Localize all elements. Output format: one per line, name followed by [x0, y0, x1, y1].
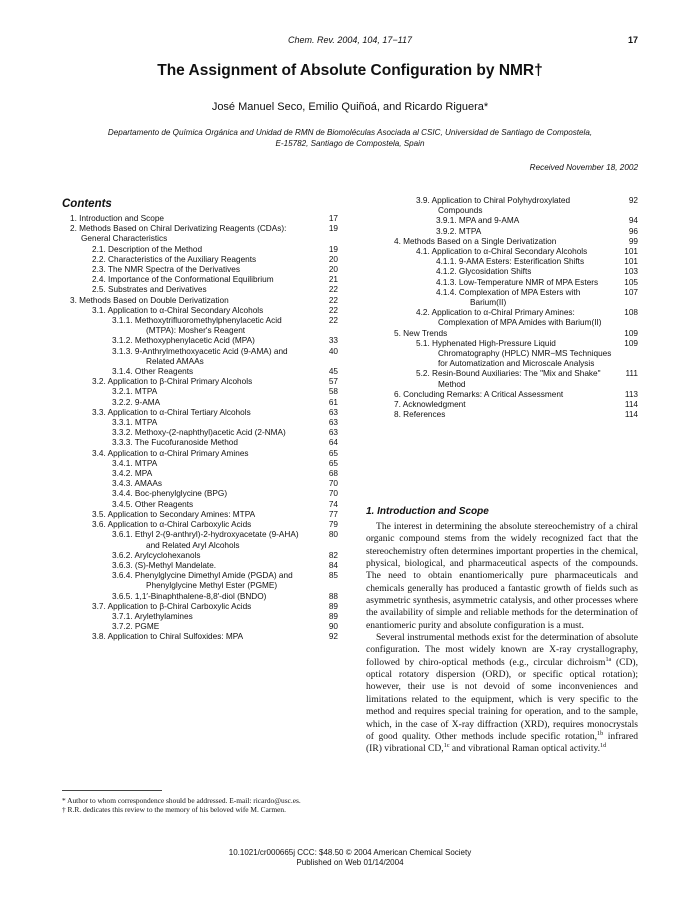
toc-entry-page: 61 — [328, 397, 338, 407]
journal-citation: Chem. Rev. 2004, 104, 17−117 — [287, 35, 412, 45]
toc-entry[interactable] — [386, 329, 638, 339]
toc-left-column — [62, 214, 338, 643]
toc-entry-page: 103 — [624, 267, 638, 277]
footnote-correspondence: * Author to whom correspondence should be addressed. E-mail: ricardo@usc.es. — [62, 796, 301, 805]
toc-entry-page: 22 — [328, 316, 338, 326]
toc-entry[interactable] — [386, 227, 638, 237]
toc-entry[interactable] — [62, 561, 338, 571]
toc-right-column — [386, 196, 638, 420]
toc-entry-title: 3.7. Application to β-Chiral Carboxylic Acids — [92, 601, 252, 611]
reference-marker[interactable]: 1a — [605, 655, 612, 663]
toc-entry-page: 89 — [328, 611, 338, 621]
toc-entry[interactable] — [62, 500, 338, 510]
toc-entry-title: 3.9.2. MTPA — [436, 226, 482, 236]
toc-entry-page: 19 — [328, 224, 338, 234]
toc-entry-title: 3.1.3. 9-Anthrylmethoxyacetic Acid (9-AMA) and Related AMAAs — [112, 346, 288, 366]
toc-entry-page: 33 — [328, 336, 338, 346]
toc-entry[interactable] — [386, 308, 638, 328]
toc-entry[interactable] — [62, 602, 338, 612]
toc-entry[interactable] — [62, 275, 338, 285]
received-date: Received November 18, 2002 — [529, 163, 638, 172]
toc-entry-title: 3.1. Application to α-Chiral Secondary Alcohols — [92, 305, 264, 315]
toc-entry[interactable] — [62, 551, 338, 561]
reference-marker[interactable]: 1c — [443, 742, 450, 750]
toc-entry[interactable] — [62, 347, 338, 367]
affiliation-line-2: E-15782, Santiago de Compostela, Spain — [275, 139, 425, 148]
toc-entry-page: 108 — [624, 308, 638, 318]
toc-entry-title: 6. Concluding Remarks: A Critical Assessment — [394, 389, 564, 399]
toc-entry[interactable] — [386, 278, 638, 288]
toc-entry-page: 68 — [328, 469, 338, 479]
toc-entry-title: 3.1.1. Methoxytrifluoromethylphenylacetic Acid (MTPA): Mosher's Reagent — [112, 316, 282, 336]
toc-entry-title: 5.1. Hyphenated High-Pressure Liquid Chromatography (HPLC) NMR−MS Techniques for Automatization and Microscale Analysis — [416, 338, 612, 369]
paragraph-1: The interest in determining the absolute stereochemistry of a chiral organic compound stems from the widely recognized fact that the stereochemistry often determines important properties in the chemical, physical, biological, and pharmaceutical aspects of the compounds. The need to obtain enantiomerically pure pharmaceuticals and chemicals generally has produced a fantastic growth of fields such as asymmetric synthesis, asymmetric catalysis, and other processes where the availability of simple and reliable methods for the determination of enantiomeric purity and absolute configuration is a must. — [366, 521, 638, 631]
footnote-dedication: † R.R. dedicates this review to the memory of his beloved wife M. Carmen. — [62, 805, 286, 815]
toc-entry-page: 63 — [328, 418, 338, 428]
toc-entry-page: 70 — [328, 489, 338, 499]
toc-entry[interactable] — [386, 369, 638, 389]
toc-entry-title: 3.8. Application to Chiral Sulfoxides: MPA — [92, 632, 244, 642]
toc-entry-page: 74 — [328, 499, 338, 509]
toc-entry[interactable] — [62, 316, 338, 336]
toc-entry-page: 65 — [328, 458, 338, 468]
toc-entry-page: 109 — [624, 338, 638, 348]
toc-entry-title: 3.9.1. MPA and 9-AMA — [436, 216, 520, 226]
reference-marker[interactable]: 1b — [597, 729, 604, 737]
toc-entry-title: 4. Methods Based on a Single Derivatization — [394, 236, 557, 246]
page-number: 17 — [627, 35, 638, 45]
toc-entry[interactable] — [62, 255, 338, 265]
toc-entry-page: 22 — [328, 295, 338, 305]
toc-entry-title: 3.4.1. MTPA — [112, 458, 158, 468]
toc-entry[interactable] — [386, 288, 638, 308]
reference-marker[interactable]: 1d — [600, 742, 607, 750]
toc-entry-title: 3.4. Application to α-Chiral Primary Amines — [92, 448, 249, 458]
toc-entry-title: 3.2.2. 9-AMA — [112, 397, 161, 407]
toc-entry-title: 4.1.3. Low-Temperature NMR of MPA Esters — [436, 277, 599, 287]
published-date-line: Published on Web 01/14/2004 — [296, 858, 404, 867]
toc-entry-title: 2.2. Characteristics of the Auxiliary Reagents — [92, 254, 257, 264]
toc-entry[interactable] — [62, 530, 338, 550]
toc-entry[interactable] — [62, 285, 338, 295]
toc-entry[interactable] — [62, 459, 338, 469]
toc-entry-page: 22 — [328, 285, 338, 295]
toc-entry-page: 101 — [624, 257, 638, 267]
toc-entry-page: 107 — [624, 287, 638, 297]
toc-entry-page: 79 — [328, 520, 338, 530]
publication-info — [0, 848, 700, 868]
toc-entry[interactable] — [62, 632, 338, 642]
toc-entry-page: 40 — [328, 346, 338, 356]
toc-entry-title: 2.1. Description of the Method — [92, 244, 203, 254]
toc-entry-page: 88 — [328, 591, 338, 601]
toc-entry[interactable] — [62, 438, 338, 448]
author-list: José Manuel Seco, Emilio Quiñoá, and Ricardo Riguera* — [211, 101, 489, 113]
paragraph-2: Several instrumental methods exist for the determination of absolute configuration. The most widely known are X-ray crystallography, followed by chiro-optical methods (e.g., circular dichroism$^{1a}$ (CD), optical rotatory dispersion (ORD), or specific optical rotation); however, their use is not devoid of some inconveniences and limitations related to the equipment, which is very specific to the method and requires special training for operation, and to the sample, which, in the case of X-ray diffraction (XRD), requires monocrystals of good quality. Other methods include specific rotation,$^{1b}$ infrared (IR) vibrational CD,$^{1c}$ and vibrational Raman optical activity.$^{1d}$ — [366, 632, 638, 755]
toc-entry-title: 3.4.5. Other Reagents — [112, 499, 194, 509]
toc-entry-title: 2.5. Substrates and Derivatives — [92, 285, 207, 295]
toc-entry[interactable] — [386, 257, 638, 267]
footnotes — [62, 796, 340, 815]
toc-entry[interactable] — [62, 408, 338, 418]
toc-entry-title: 3.6. Application to α-Chiral Carboxylic Acids — [92, 520, 252, 530]
toc-entry-page: 57 — [328, 377, 338, 387]
toc-entry-title: 7. Acknowledgment — [394, 400, 466, 410]
footnote-rule — [62, 790, 162, 791]
toc-entry-page: 94 — [628, 216, 638, 226]
toc-entry-page: 22 — [328, 305, 338, 315]
affiliation-line-1: Departamento de Química Orgánica and Unidad de RMN de Biomoléculas Asociada al CSIC, Universidad de Santiago de Compostela, — [107, 128, 593, 137]
toc-entry[interactable] — [62, 489, 338, 499]
toc-entry-title: 3.2.1. MTPA — [112, 387, 158, 397]
toc-entry-title: 3.3. Application to α-Chiral Tertiary Alcohols — [92, 407, 251, 417]
toc-entry[interactable] — [62, 418, 338, 428]
toc-entry-title: 3.4.3. AMAAs — [112, 479, 162, 489]
toc-entry-page: 114 — [624, 400, 638, 410]
toc-entry-title: 2.3. The NMR Spectra of the Derivatives — [92, 265, 240, 275]
toc-entry-title: 3.6.4. Phenylglycine Dimethyl Amide (PGDA) and Phenylglycine Methyl Ester (PGME) — [112, 571, 293, 591]
toc-entry-page: 45 — [328, 367, 338, 377]
toc-entry-title: 4.1.1. 9-AMA Esters: Esterification Shifts — [436, 257, 585, 267]
toc-entry-page: 109 — [624, 328, 638, 338]
toc-entry[interactable] — [386, 267, 638, 277]
toc-entry-page: 63 — [328, 428, 338, 438]
toc-entry-title: 2. Methods Based on Chiral Derivatizing Reagents (CDAs): General Characteristics — [70, 224, 287, 244]
toc-entry[interactable] — [62, 622, 338, 632]
toc-entry[interactable] — [62, 224, 338, 244]
toc-entry[interactable] — [386, 390, 638, 400]
toc-entry-page: 64 — [328, 438, 338, 448]
toc-entry-page: 21 — [328, 275, 338, 285]
toc-entry-title: 5. New Trends — [394, 328, 448, 338]
section-heading: 1. Introduction and Scope — [366, 506, 489, 517]
toc-entry[interactable] — [62, 449, 338, 459]
toc-entry-title: 3.1.2. Methoxyphenylacetic Acid (MPA) — [112, 336, 255, 346]
toc-entry-page: 20 — [328, 265, 338, 275]
toc-entry-title: 3.4.2. MPA — [112, 469, 153, 479]
toc-entry[interactable] — [62, 592, 338, 602]
toc-entry-title: 3.3.2. Methoxy-(2-naphthyl)acetic Acid (2-NMA) — [112, 428, 286, 438]
toc-entry-title: 3.4.4. Boc-phenylglycine (BPG) — [112, 489, 228, 499]
toc-entry-page: 111 — [625, 369, 638, 379]
toc-entry-title: 3.7.2. PGME — [112, 622, 160, 632]
toc-entry-page: 113 — [624, 389, 638, 399]
toc-entry-page: 101 — [624, 247, 638, 257]
toc-entry-title: 3.5. Application to Secondary Amines: MTPA — [92, 509, 256, 519]
toc-entry-page: 89 — [328, 601, 338, 611]
toc-entry-page: 90 — [328, 622, 338, 632]
body-text — [366, 521, 638, 756]
toc-entry-page: 58 — [328, 387, 338, 397]
contents-heading: Contents — [62, 198, 112, 210]
toc-entry-title: 4.1.2. Glycosidation Shifts — [436, 267, 532, 277]
toc-entry-title: 3.6.2. Arylcyclohexanols — [112, 550, 201, 560]
toc-entry-title: 4.2. Application to α-Chiral Primary Amines: Complexation of MPA Amides with Barium(II) — [416, 308, 602, 328]
toc-entry-title: 3.6.3. (S)-Methyl Mandelate. — [112, 560, 217, 570]
toc-entry-page: 19 — [328, 244, 338, 254]
toc-entry-page: 85 — [328, 571, 338, 581]
article-title: The Assignment of Absolute Configuration by NMR† — [157, 62, 543, 79]
affiliation — [70, 127, 630, 149]
toc-entry-title: 3.7.1. Arylethylamines — [112, 611, 193, 621]
toc-entry-page: 82 — [328, 550, 338, 560]
toc-entry-page: 20 — [328, 254, 338, 264]
toc-entry[interactable] — [62, 612, 338, 622]
toc-entry-title: 3.2. Application to β-Chiral Primary Alcohols — [92, 377, 253, 387]
toc-entry[interactable] — [62, 510, 338, 520]
toc-entry[interactable] — [62, 398, 338, 408]
toc-entry-title: 3.9. Application to Chiral Polyhydroxylated Compounds — [416, 196, 571, 216]
toc-entry[interactable] — [62, 387, 338, 397]
toc-entry[interactable] — [386, 237, 638, 247]
toc-entry[interactable] — [62, 306, 338, 316]
toc-entry[interactable] — [62, 336, 338, 346]
toc-entry-page: 114 — [624, 410, 638, 420]
toc-entry-title: 4.1.4. Complexation of MPA Esters with Barium(II) — [436, 287, 581, 308]
toc-entry-title: 2.4. Importance of the Conformational Equilibrium — [92, 275, 274, 285]
toc-entry-title: 3.3.3. The Fucofuranoside Method — [112, 438, 238, 448]
toc-entry-page: 84 — [328, 560, 338, 570]
toc-entry-page: 92 — [628, 196, 638, 205]
toc-entry-page: 92 — [328, 632, 338, 642]
toc-entry-page: 70 — [328, 479, 338, 489]
toc-entry[interactable] — [386, 247, 638, 257]
toc-entry-title: 5.2. Resin-Bound Auxiliaries: The "Mix and Shake" Method — [416, 369, 601, 389]
toc-entry-page: 80 — [328, 530, 338, 540]
toc-entry-title: 3. Methods Based on Double Derivatization — [70, 295, 229, 305]
toc-entry[interactable] — [62, 265, 338, 275]
toc-entry[interactable] — [62, 214, 338, 224]
toc-entry-page: 99 — [628, 236, 638, 246]
toc-entry[interactable] — [62, 571, 338, 591]
toc-entry[interactable] — [62, 245, 338, 255]
toc-entry[interactable] — [62, 296, 338, 306]
toc-entry[interactable] — [62, 377, 338, 387]
toc-entry-title: 3.6.1. Ethyl 2-(9-anthryl)-2-hydroxyacetate (9-AHA) and Related Aryl Alcohols — [112, 530, 299, 550]
toc-entry-title: 8. References — [394, 410, 446, 420]
doi-copyright-line: 10.1021/cr000665j CCC: $48.50 © 2004 American Chemical Society — [228, 848, 472, 857]
toc-entry[interactable] — [62, 520, 338, 530]
toc-entry-title: 4.1. Application to α-Chiral Secondary Alcohols — [416, 247, 588, 257]
toc-entry-page: 63 — [328, 407, 338, 417]
toc-entry-title: 3.3.1. MTPA — [112, 418, 158, 428]
toc-entry-page: 105 — [624, 277, 638, 287]
toc-entry[interactable] — [386, 410, 638, 420]
toc-entry[interactable] — [386, 196, 638, 216]
toc-entry-page: 17 — [328, 214, 338, 223]
toc-entry[interactable] — [386, 339, 638, 370]
toc-entry[interactable] — [62, 367, 338, 377]
toc-entry-page: 77 — [328, 509, 338, 519]
toc-entry[interactable] — [386, 400, 638, 410]
toc-entry[interactable] — [62, 479, 338, 489]
toc-entry-page: 96 — [628, 226, 638, 236]
toc-entry[interactable] — [386, 216, 638, 226]
toc-entry-title: 1. Introduction and Scope — [70, 214, 165, 223]
toc-entry-title: 3.6.5. 1,1′-Binaphthalene-8,8′-diol (BNDO) — [112, 591, 267, 601]
running-header — [0, 35, 700, 49]
toc-entry[interactable] — [62, 428, 338, 438]
toc-entry-page: 65 — [328, 448, 338, 458]
toc-entry[interactable] — [62, 469, 338, 479]
toc-entry-title: 3.1.4. Other Reagents — [112, 367, 194, 377]
